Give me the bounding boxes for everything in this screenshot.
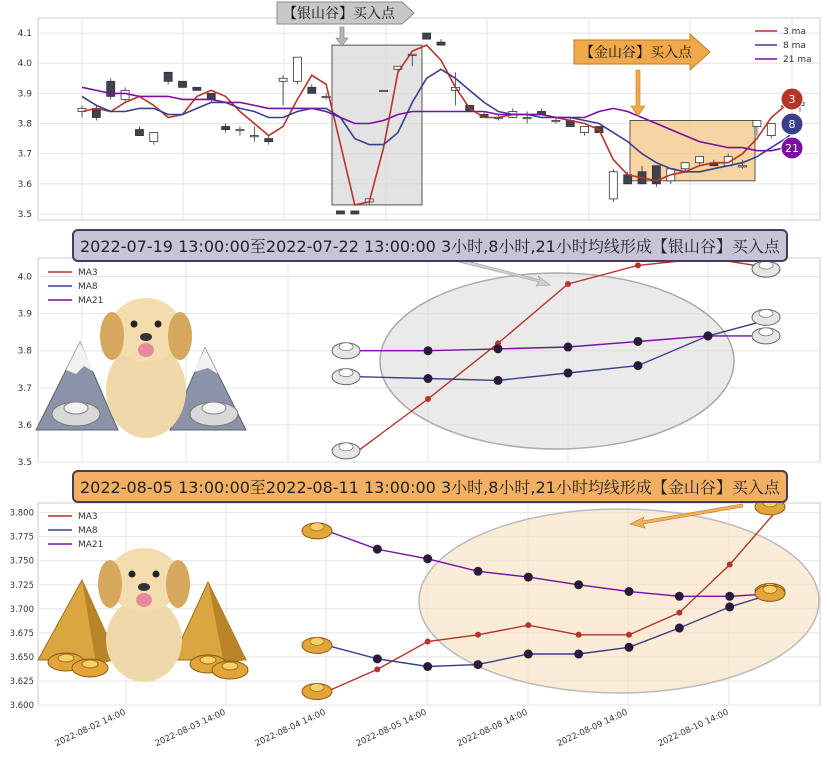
silver-ingot-top [339,369,353,377]
silver-valley-banner: 2022-07-19 13:00:00至2022-07-22 13:00:00 3小时,8小时,21小时均线形成【银山谷】买入点 [72,229,788,262]
silver-legend-label: MA21 [78,296,104,306]
candle-down [265,139,273,142]
silver-series-point [425,396,431,402]
candle-up [293,57,301,81]
top-y-tick-label: 3.6 [17,179,32,190]
gold-y-tick-label: 3.650 [9,652,34,663]
candle-down [164,72,172,81]
silver-series-point [494,376,503,385]
silver-series-point [634,337,643,346]
gold-series-point [474,567,483,576]
top-y-tick-label: 4.0 [17,59,32,70]
silver-highlight-ellipse [380,273,734,449]
candle-down [336,211,344,214]
gold-series-point [625,587,634,596]
top-legend-label: 3 ma [783,27,806,37]
gold-series-point [373,654,382,663]
gold-x-tick-label: 2022-08-08 14:00 [455,707,530,750]
candle-up [739,166,747,167]
gold-series-point [725,592,734,601]
candle-up [581,127,589,133]
gold-x-tick-label: 2022-08-05 14:00 [354,707,429,750]
silver-ingot-top [339,343,353,351]
gold-x-tick-label: 2022-08-10 14:00 [656,707,731,750]
gold-series-point [626,632,632,638]
candle-down [351,211,359,214]
gold-series-point [574,580,583,589]
gold-callout-label: 【金山谷】买入点 [580,45,692,61]
candle-up [279,78,287,81]
end-badge-label: 8 [788,118,796,131]
top-legend-label: 8 ma [783,41,806,51]
silver-series-point [635,262,641,268]
silver-series-point [634,361,643,370]
top-legend-label: 21 ma [783,55,812,65]
silver-legend-label: MA8 [78,282,98,292]
candle-down [135,130,143,136]
gold-series-point [574,650,583,659]
silver-y-tick-label: 4.0 [17,272,32,283]
gold-ingot-top [310,684,324,692]
gold-x-tick-label: 2022-08-03 14:00 [153,707,228,750]
silver-series-point [565,281,571,287]
silver-series-point [424,374,433,383]
silver-y-tick-label: 3.5 [17,458,32,468]
gold-y-tick-label: 3.700 [9,604,34,615]
silver-y-tick-label: 3.6 [17,420,32,431]
gold-x-tick-label: 2022-08-09 14:00 [555,707,630,750]
silver-series-point [564,368,573,377]
candle-down [179,81,187,87]
candle-up [681,163,689,169]
gold-series-point [725,602,734,611]
silver-series-point [424,346,433,355]
gold-legend-label: MA3 [78,512,98,522]
gold-ingot-top [763,585,777,593]
candle-up [150,133,158,142]
candle-up [380,90,388,91]
silver-y-tick-label: 3.9 [17,309,32,320]
silver-ingot-top [759,261,773,269]
candle-up [609,172,617,199]
candle-up [523,117,531,118]
end-badge-label: 3 [788,93,796,106]
gold-y-tick-label: 3.625 [9,676,34,687]
candle-down [222,127,230,130]
candle-up [552,121,560,122]
silver-ingot-top [759,309,773,317]
silver-series-point [704,331,713,340]
candle-up [236,130,244,131]
gold-series-point [675,592,684,601]
gold-y-tick-label: 3.775 [9,532,34,543]
gold-y-tick-label: 3.725 [9,580,34,591]
gold-series-point [374,666,380,672]
top-y-tick-label: 3.8 [17,119,32,130]
silver-legend-label: MA3 [78,268,98,278]
silver-series-point [564,343,573,352]
gold-ingot-top [310,637,324,645]
candle-up [753,121,761,127]
gold-legend-label: MA21 [78,540,104,550]
gold-series-point [475,632,481,638]
candle-up [250,136,258,137]
candle-down [423,33,431,39]
silver-ingot-top [759,328,773,336]
top-y-tick-label: 3.9 [17,89,32,100]
end-badge-label: 21 [785,142,799,155]
gold-series-point [524,573,533,582]
candle-down [207,93,215,99]
gold-y-tick-label: 3.675 [9,628,34,639]
candle-down [437,42,445,45]
gold-series-point [625,643,634,652]
silver-y-tick-label: 3.7 [17,383,32,394]
silver-ingot-top [339,443,353,451]
silver-series-point [494,344,503,353]
gold-series-point [423,554,432,563]
gold-series-point [676,610,682,616]
top-y-tick-label: 4.1 [17,29,32,40]
gold-series-point [576,632,582,638]
candle-up [767,124,775,136]
gold-series-point [425,639,431,645]
gold-series-point [675,624,684,633]
top-y-tick-label: 3.5 [17,209,32,220]
gold-series-point [727,562,733,568]
gold-x-tick-label: 2022-08-02 14:00 [53,707,128,750]
gold-ingot-top [310,523,324,531]
gold-legend-label: MA8 [78,526,98,536]
candle-up [695,157,703,163]
candle-down [308,87,316,93]
candle-up [121,90,129,99]
gold-series-point [525,622,531,628]
gold-y-tick-label: 3.750 [9,556,34,567]
gold-valley-banner: 2022-08-05 13:00:00至2022-08-11 13:00:00 3小时,8小时,21小时均线形成【金山谷】买入点 [72,470,788,503]
gold-series-point [423,662,432,671]
top-y-tick-label: 3.7 [17,149,32,160]
gold-series-point [474,660,483,669]
silver-y-tick-label: 3.8 [17,346,32,357]
candle-down [193,87,201,90]
gold-x-tick-label: 2022-08-04 14:00 [253,707,328,750]
gold-series-point [524,650,533,659]
gold-series-point [373,545,382,554]
silver-callout-label: 【银山谷】买入点 [283,6,395,22]
gold-y-tick-label: 3.800 [9,508,34,519]
gold-y-tick-label: 3.600 [9,701,34,711]
